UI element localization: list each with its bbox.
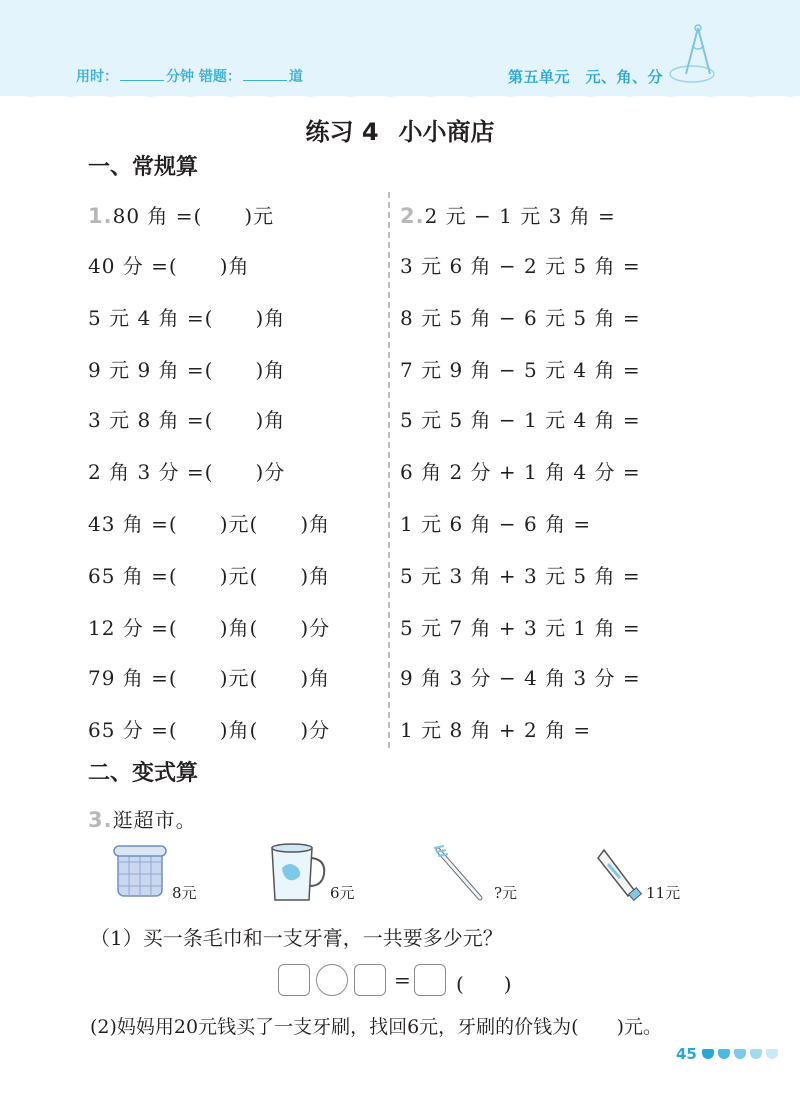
toothpaste-icon: [594, 846, 646, 902]
answer-box-3[interactable]: [414, 964, 446, 996]
lesson-title: 练习 4 小小商店: [305, 118, 495, 146]
conversion-item: 5 元 4 角 =( )角: [88, 306, 286, 330]
conversion-item: 1.80 角 =( )元: [88, 204, 275, 228]
calculation-item: 2.2 元 − 1 元 3 角 =: [400, 204, 616, 228]
conversion-item: 2 角 3 分 =( )分: [88, 460, 286, 484]
conversion-item: 43 角 =( )元( )角: [88, 512, 331, 536]
equals-sign: =: [394, 968, 411, 992]
column-divider: [388, 192, 390, 748]
calculation-item: 6 角 2 分 + 1 角 4 分 =: [400, 460, 641, 484]
calculation-item: 1 元 6 角 − 6 角 =: [400, 512, 592, 536]
unit-title: 第五单元 元、角、分: [508, 68, 664, 86]
conversion-item: 12 分 =( )角( )分: [88, 616, 331, 640]
conversion-item: 79 角 =( )元( )角: [88, 666, 331, 690]
calculation-item: 5 元 3 角 + 3 元 5 角 =: [400, 564, 641, 588]
calculation-item: 9 角 3 分 − 4 角 3 分 =: [400, 666, 641, 690]
towel-price: 8元: [172, 884, 197, 902]
calculation-item: 7 元 9 角 − 5 元 4 角 =: [400, 358, 641, 382]
page-number: 45: [676, 1045, 697, 1063]
section-heading-basic: 一、常规算: [88, 155, 199, 180]
sub-question-2: (2)妈妈用20元钱买了一支牙刷，找回6元，牙刷的价钱为( )元。: [90, 1016, 663, 1038]
unit-blank[interactable]: ( ): [456, 972, 512, 996]
answer-box-1[interactable]: [278, 964, 310, 996]
calculation-item: 3 元 6 角 − 2 元 5 角 =: [400, 254, 641, 278]
toothpaste-price: 11元: [646, 884, 681, 902]
calculation-item: 5 元 5 角 − 1 元 4 角 =: [400, 408, 641, 432]
conversion-item: 3 元 8 角 =( )角: [88, 408, 286, 432]
footer-dot: [766, 1049, 778, 1059]
calculation-item: 5 元 7 角 + 3 元 1 角 =: [400, 616, 641, 640]
answer-box-2[interactable]: [354, 964, 386, 996]
conversion-item: 40 分 =( )角: [88, 254, 250, 278]
conversion-item: 65 分 =( )角( )分: [88, 718, 331, 742]
conversion-item: 9 元 9 角 =( )角: [88, 358, 286, 382]
calculation-item: 1 元 8 角 + 2 角 =: [400, 718, 592, 742]
toothbrush-icon: [428, 844, 488, 904]
footer-dot: [734, 1049, 746, 1059]
footer-dot: [702, 1049, 714, 1059]
q3-title: 3.逛超市。: [88, 808, 197, 832]
operator-circle[interactable]: [316, 964, 348, 996]
towel-icon: [112, 842, 170, 902]
calculation-item: 8 元 5 角 − 6 元 5 角 =: [400, 306, 641, 330]
cup-price: 6元: [330, 884, 355, 902]
time-blank[interactable]: [120, 68, 164, 81]
section-heading-variant: 二、变式算: [88, 761, 199, 786]
footer-dot: [718, 1049, 730, 1059]
sub-question-1: （1）买一条毛巾和一支牙膏，一共要多少元？: [90, 926, 503, 950]
footer-dot: [750, 1049, 762, 1059]
cup-icon: [268, 840, 330, 904]
toothbrush-price: ?元: [494, 884, 518, 902]
errors-blank[interactable]: [243, 68, 287, 81]
compass-icon: [662, 22, 734, 92]
conversion-item: 65 角 =( )元( )角: [88, 564, 331, 588]
time-errors-record: 用时： 分钟 错题： 道: [76, 69, 303, 85]
